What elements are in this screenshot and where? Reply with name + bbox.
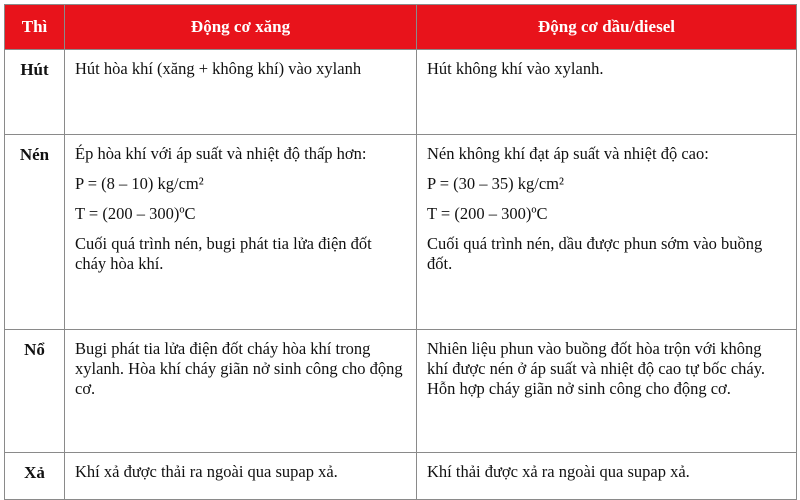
stroke-name-intake: Hút [5,50,65,135]
diesel-combustion-cell [417,330,797,453]
stroke-name-combustion: Nổ [5,330,65,453]
diesel-intake-text: Hút không khí vào xylanh. [427,59,604,78]
diesel-compression-cell [417,135,797,330]
gasoline-compression-cell [65,135,417,330]
diesel-compression-temperature: T = (200 – 300)ºC [427,204,548,223]
gasoline-exhaust-cell [65,453,417,500]
diesel-intake-cell [417,50,797,135]
header-diesel-engine: Động cơ dầu/diesel [417,5,797,50]
gasoline-combustion-text: Bugi phát tia lửa điện đốt cháy hòa khí trong xylanh. Hòa khí cháy giãn nở sinh công cho động cơ. [75,339,403,398]
diesel-combustion-text: Nhiên liệu phun vào buồng đốt hòa trộn với không khí được nén ở áp suất và nhiệt độ cao tự bốc cháy. Hỗn hợp cháy giãn nở sinh công cho động cơ. [427,339,766,398]
table-row-exhaust [5,453,797,500]
diesel-exhaust-text: Khí thải được xả ra ngoài qua supap xả. [427,462,690,481]
diesel-exhaust-cell [417,453,797,500]
header-stroke: Thì [5,5,65,50]
table-row-intake [5,50,797,135]
gasoline-intake-text: Hút hòa khí (xăng + không khí) vào xylanh [75,59,362,78]
stroke-name-compression: Nén [5,135,65,330]
table-row-combustion [5,330,797,453]
engine-comparison-table [4,4,797,500]
gasoline-compression-pressure: P = (8 – 10) kg/cm² [75,174,204,193]
header-gasoline-engine: Động cơ xăng [65,5,417,50]
gasoline-combustion-cell [65,330,417,453]
gasoline-exhaust-text: Khí xả được thải ra ngoài qua supap xả. [75,462,338,481]
table-row-compression [5,135,797,330]
gasoline-compression-end: Cuối quá trình nén, bugi phát tia lửa điện đốt cháy hòa khí. [75,234,372,273]
engine-comparison-table-wrapper [4,4,796,482]
stroke-name-exhaust: Xả [5,453,65,500]
diesel-compression-pressure: P = (30 – 35) kg/cm² [427,174,564,193]
gasoline-intake-cell [65,50,417,135]
gasoline-compression-desc: Ép hòa khí với áp suất và nhiệt độ thấp hơn: [75,144,367,163]
gasoline-compression-temperature: T = (200 – 300)ºC [75,204,196,223]
diesel-compression-end: Cuối quá trình nén, dầu được phun sớm vào buồng đốt. [427,234,763,273]
diesel-compression-desc: Nén không khí đạt áp suất và nhiệt độ cao: [427,144,709,163]
table-header-row [5,5,797,50]
